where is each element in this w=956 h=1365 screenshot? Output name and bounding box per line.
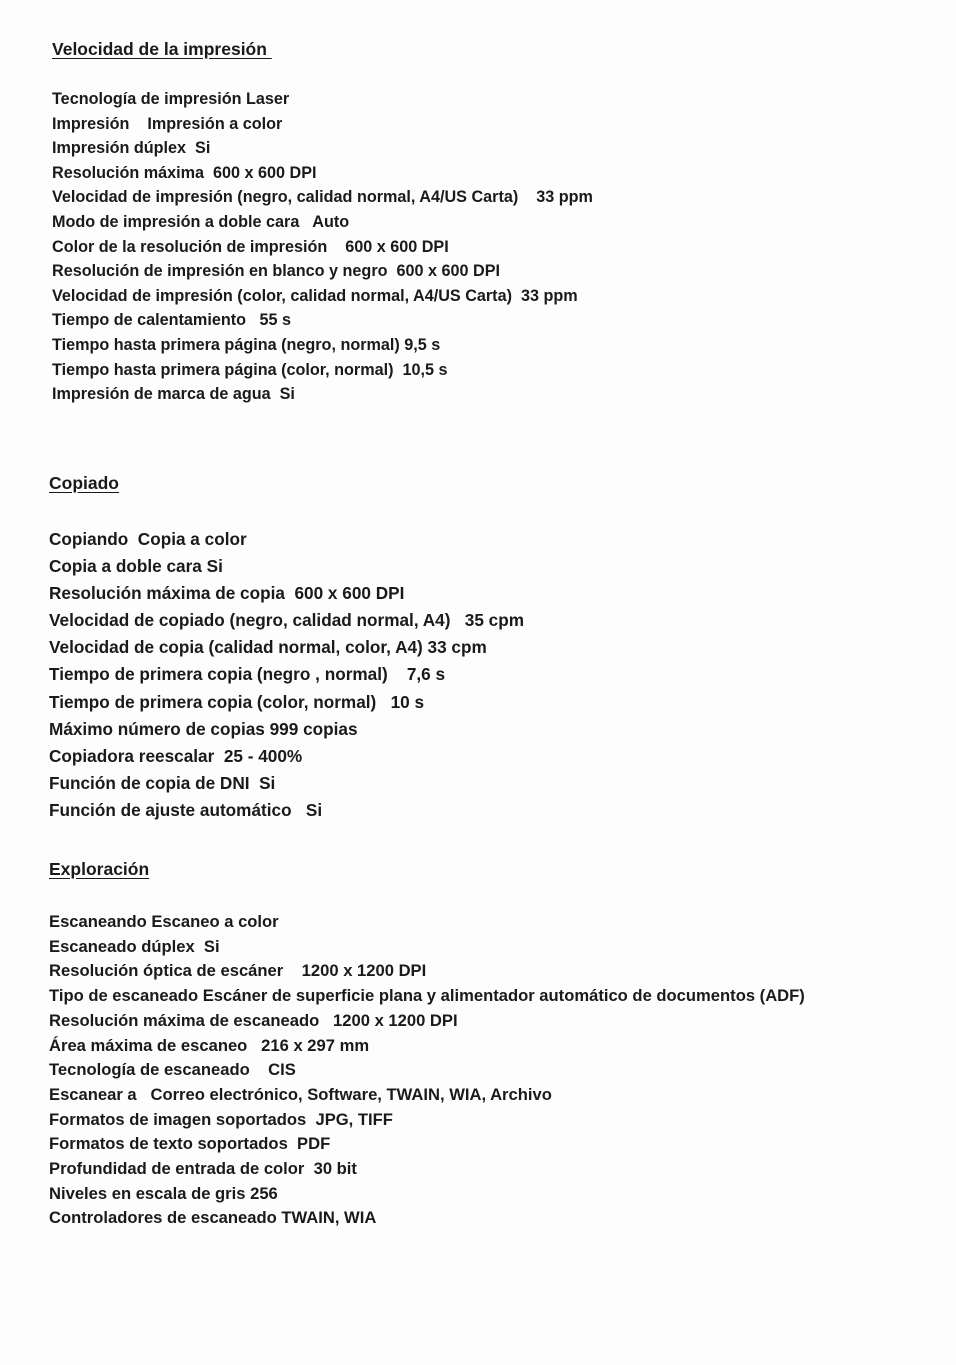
spec-row: Tiempo hasta primera página (color, normal) 10,5 s <box>52 360 448 379</box>
spec-row: Copiando Copia a color <box>49 529 247 549</box>
spec-row: Tiempo hasta primera página (negro, normal) 9,5 s <box>52 335 441 354</box>
section-print-speed <box>52 38 912 407</box>
spec-row: Modo de impresión a doble cara Auto <box>52 212 350 231</box>
spec-row: Tecnología de impresión Laser <box>52 90 290 108</box>
spec-row: Impresión Impresión a color <box>52 114 283 133</box>
spec-row: Resolución máxima de copia 600 x 600 DPI <box>49 583 405 604</box>
spec-row: Resolución óptica de escáner 1200 x 1200 DPI <box>49 961 427 981</box>
spec-row: Tiempo de primera copia (color, normal) 10 s <box>49 691 425 712</box>
spec-row: Función de copia de DNI Si <box>49 772 276 793</box>
spec-row: Velocidad de impresión (negro, calidad normal, A4/US Carta) 33 ppm <box>52 188 593 207</box>
spec-list-print-speed <box>52 87 912 407</box>
spec-row: Escaneando Escaneo a color <box>49 912 279 931</box>
spec-list-copying <box>49 526 909 824</box>
spec-row: Niveles en escala de gris 256 <box>49 1183 278 1203</box>
spec-row: Resolución máxima de escaneado 1200 x 1200 DPI <box>49 1010 458 1030</box>
spec-row: Resolución de impresión en blanco y negro 600 x 600 DPI <box>52 262 500 281</box>
spec-row: Área máxima de escaneo 216 x 297 mm <box>49 1035 370 1055</box>
spec-row: Controladores de escaneado TWAIN, WIA <box>49 1208 377 1228</box>
section-heading-scanning: Exploración <box>49 859 150 879</box>
spec-row: Velocidad de copiado (negro, calidad normal, A4) 35 cpm <box>49 610 524 631</box>
section-scanning <box>49 858 919 1231</box>
spec-row: Escanear a Correo electrónico, Software, TWAIN, WIA, Archivo <box>49 1084 552 1104</box>
spec-row: Formatos de imagen soportados JPG, TIFF <box>49 1109 393 1129</box>
spec-row: Impresión de marca de agua Si <box>52 385 295 404</box>
spec-row: Función de ajuste automático Si <box>49 799 323 820</box>
spec-row: Color de la resolución de impresión 600 x 600 DPI <box>52 237 449 256</box>
spec-row: Tiempo de calentamiento 55 s <box>52 311 291 330</box>
section-heading-print-speed: Velocidad de la impresión <box>52 39 272 59</box>
spec-row: Velocidad de impresión (color, calidad normal, A4/US Carta) 33 ppm <box>52 286 578 305</box>
spec-row: Resolución máxima 600 x 600 DPI <box>52 163 317 182</box>
spec-row: Formatos de texto soportados PDF <box>49 1134 331 1154</box>
spec-row: Tecnología de escaneado CIS <box>49 1060 296 1080</box>
spec-row: Velocidad de copia (calidad normal, color, A4) 33 cpm <box>49 637 487 658</box>
spec-list-scanning <box>49 910 919 1231</box>
spec-row: Copia a doble cara Si <box>49 556 223 577</box>
spec-row: Copiadora reescalar 25 - 400% <box>49 745 303 766</box>
spec-row: Máximo número de copias 999 copias <box>49 718 358 739</box>
spec-row: Escaneado dúplex Si <box>49 936 220 956</box>
spec-row: Tiempo de primera copia (negro , normal) 7,6 s <box>49 664 446 685</box>
spec-row: Tipo de escaneado Escáner de superficie plana y alimentador automático de documentos (ADF) <box>49 986 805 1006</box>
section-heading-copying: Copiado <box>49 473 119 493</box>
spec-row: Profundidad de entrada de color 30 bit <box>49 1159 357 1179</box>
section-copying <box>49 472 909 824</box>
spec-row: Impresión dúplex Si <box>52 139 211 158</box>
